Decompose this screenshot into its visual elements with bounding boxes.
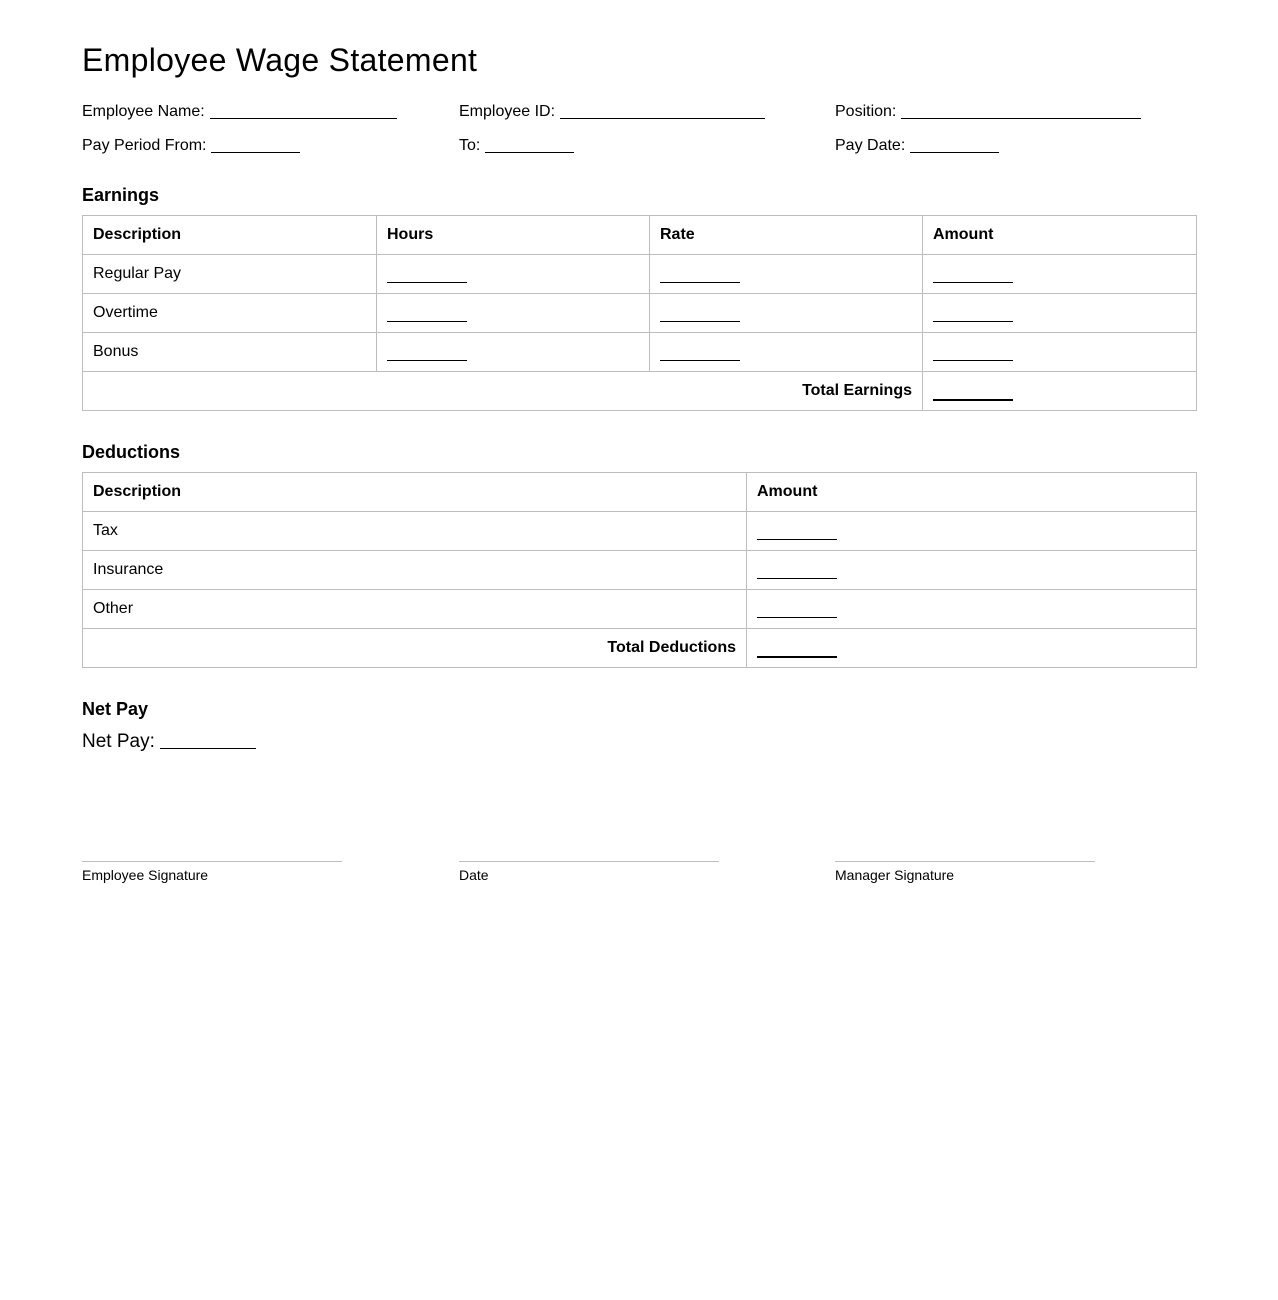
table-row (83, 551, 1197, 590)
overtime-amount-input[interactable] (933, 303, 1013, 322)
amount-cell (747, 551, 1197, 590)
col-description: Description (83, 216, 377, 255)
hours-cell (377, 333, 650, 372)
deductions-total-row (83, 629, 1197, 668)
col-hours: Hours (377, 216, 650, 255)
rate-cell (650, 255, 923, 294)
col-amount: Amount (923, 216, 1197, 255)
insurance-amount-input[interactable] (757, 560, 837, 579)
col-description: Description (83, 473, 747, 512)
net-pay-label: Net Pay: (82, 731, 155, 752)
row-description: Tax (83, 512, 747, 551)
total-earnings-label: Total Earnings (83, 372, 923, 411)
earnings-heading: Earnings (82, 185, 160, 205)
position-input[interactable] (901, 104, 1141, 119)
pay-date-field (835, 135, 999, 155)
regular-pay-amount-input[interactable] (933, 264, 1013, 283)
other-amount-input[interactable] (757, 599, 837, 618)
regular-pay-hours-input[interactable] (387, 264, 467, 283)
pay-period-to-input[interactable] (485, 138, 574, 153)
tax-amount-input[interactable] (757, 521, 837, 540)
regular-pay-rate-input[interactable] (660, 264, 740, 283)
info-row-1 (82, 101, 1196, 121)
date-signature-line[interactable] (459, 861, 719, 862)
employee-name-input[interactable] (210, 104, 397, 119)
date-signature-block (459, 861, 719, 883)
earnings-total-row (83, 372, 1197, 411)
table-row (83, 590, 1197, 629)
rate-cell (650, 294, 923, 333)
col-rate: Rate (650, 216, 923, 255)
table-row (83, 294, 1197, 333)
amount-cell (923, 294, 1197, 333)
employee-signature-line[interactable] (82, 861, 342, 862)
deductions-table (82, 472, 1197, 668)
page-title: Employee Wage Statement (82, 42, 478, 78)
manager-signature-label: Manager Signature (835, 867, 955, 883)
amount-cell (747, 512, 1197, 551)
row-description: Overtime (83, 294, 377, 333)
employee-id-input[interactable] (560, 104, 765, 119)
net-pay-line (82, 728, 256, 753)
table-row (83, 512, 1197, 551)
total-amount-cell (923, 372, 1197, 411)
rate-cell (650, 333, 923, 372)
deductions-heading: Deductions (82, 442, 181, 462)
table-row (83, 255, 1197, 294)
row-description: Other (83, 590, 747, 629)
table-row (83, 333, 1197, 372)
employee-name-label: Employee Name: (82, 103, 205, 120)
deductions-header-row (83, 473, 1197, 512)
position-field (835, 101, 1141, 121)
bonus-amount-input[interactable] (933, 342, 1013, 361)
bonus-hours-input[interactable] (387, 342, 467, 361)
pay-period-from-label: Pay Period From: (82, 137, 207, 154)
employee-signature-block (82, 861, 342, 883)
total-deductions-label: Total Deductions (83, 629, 747, 668)
employee-signature-label: Employee Signature (82, 867, 209, 883)
pay-period-to-label: To: (459, 137, 481, 154)
earnings-table (82, 215, 1197, 411)
employee-id-label: Employee ID: (459, 103, 556, 120)
total-amount-cell (747, 629, 1197, 668)
pay-period-from-input[interactable] (211, 138, 300, 153)
employee-id-field (459, 101, 765, 121)
amount-cell (923, 255, 1197, 294)
pay-period-from-field (82, 135, 300, 155)
overtime-hours-input[interactable] (387, 303, 467, 322)
manager-signature-line[interactable] (835, 861, 1095, 862)
pay-date-label: Pay Date: (835, 137, 906, 154)
date-signature-label: Date (459, 867, 489, 883)
employee-name-field (82, 101, 397, 121)
pay-period-to-field (459, 135, 574, 155)
col-amount: Amount (747, 473, 1197, 512)
pay-date-input[interactable] (910, 138, 999, 153)
overtime-rate-input[interactable] (660, 303, 740, 322)
total-earnings-input[interactable] (933, 381, 1013, 401)
manager-signature-block (835, 861, 1095, 883)
row-description: Insurance (83, 551, 747, 590)
net-pay-input[interactable] (160, 730, 256, 749)
position-label: Position: (835, 103, 897, 120)
hours-cell (377, 255, 650, 294)
hours-cell (377, 294, 650, 333)
row-description: Bonus (83, 333, 377, 372)
net-pay-heading: Net Pay (82, 699, 149, 719)
row-description: Regular Pay (83, 255, 377, 294)
earnings-header-row (83, 216, 1197, 255)
amount-cell (747, 590, 1197, 629)
info-row-2 (82, 135, 1196, 155)
total-deductions-input[interactable] (757, 638, 837, 658)
amount-cell (923, 333, 1197, 372)
bonus-rate-input[interactable] (660, 342, 740, 361)
